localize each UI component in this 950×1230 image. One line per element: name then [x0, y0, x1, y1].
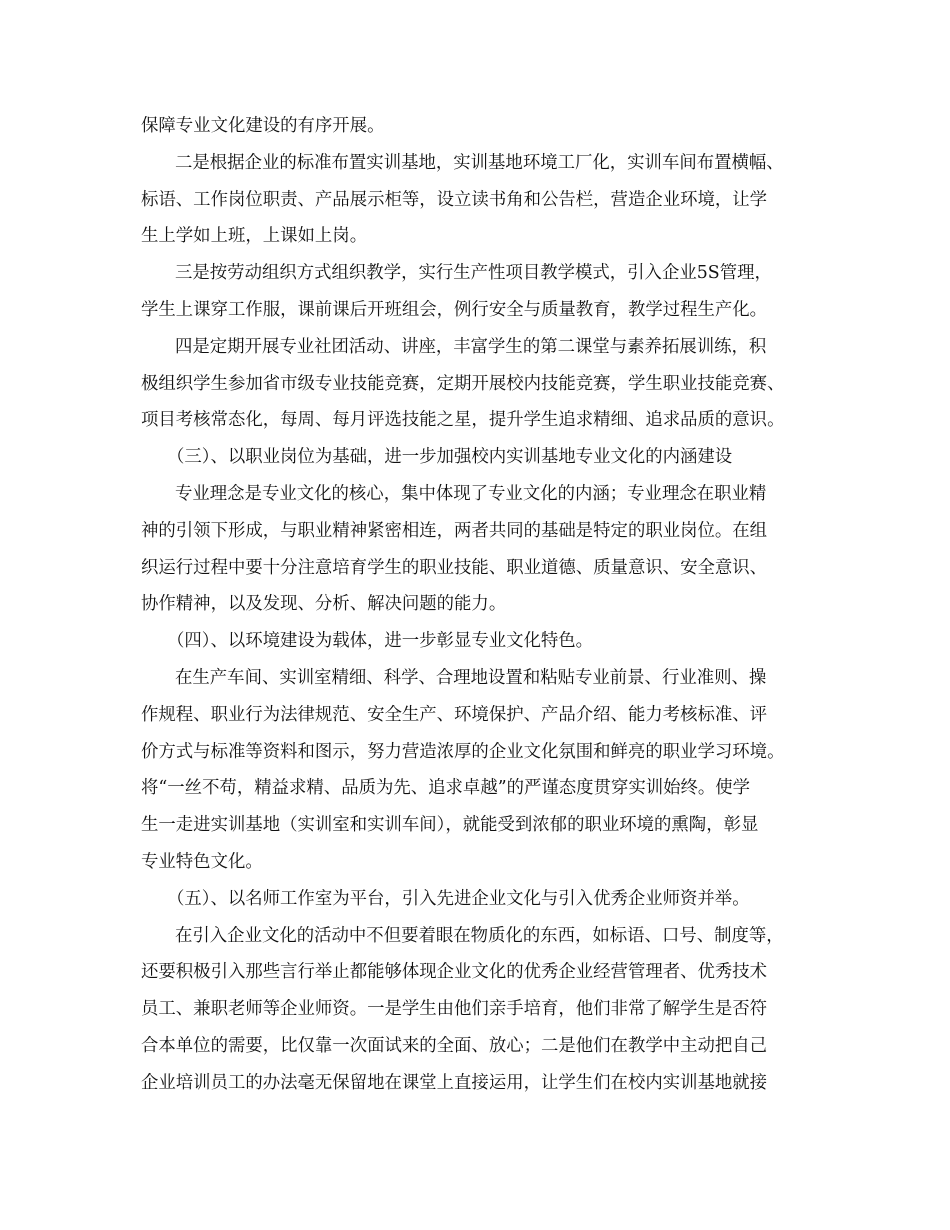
- paragraph-line: 价方式与标准等资料和图示，努力营造浓厚的企业文化氛围和鲜亮的职业学习环境。: [141, 741, 785, 762]
- paragraph-line: 专业理念是专业文化的核心，集中体现了专业文化的内涵；专业理念在职业精: [175, 483, 767, 504]
- paragraph-line: 专业特色文化。: [141, 851, 263, 872]
- paragraph-line: 保障专业文化建设的有序开展。: [141, 116, 385, 136]
- paragraph-line: 极组织学生参加省市级专业技能竞赛，定期开展校内技能竞赛，学生职业技能竞赛、: [141, 373, 785, 394]
- section-heading: （三）、以职业岗位为基础，进一步加强校内实训基地专业文化的内涵建设: [167, 447, 733, 468]
- paragraph-line: 协作精神，以及发现、分析、解决问题的能力。: [141, 594, 507, 615]
- paragraph-line: 还要积极引入那些言行举止都能够体现企业文化的优秀企业经营管理者、优秀技术: [141, 962, 768, 983]
- paragraph-line: 合本单位的需要，比仅靠一次面试来的全面、放心；二是他们在教学中主动把自己: [141, 1035, 768, 1056]
- paragraph-line: 学生上课穿工作服，课前课后开班组会，例行安全与质量教育，教学过程生产化。: [141, 299, 768, 320]
- paragraph-line: 神的引领下形成，与职业精神紧密相连，两者共同的基础是特定的职业岗位。在组: [141, 520, 768, 541]
- document-body: [141, 108, 817, 1102]
- paragraph-line: 生一走进实训基地（实训室和实训车间），就能受到浓郁的职业环境的熏陶，彰显: [141, 815, 759, 836]
- paragraph-line: 在引入企业文化的活动中不但要着眼在物质化的东西，如标语、口号、制度等，: [175, 925, 784, 946]
- paragraph-line: 员工、兼职老师等企业师资。一是学生由他们亲手培育，他们非常了解学生是否符: [141, 999, 768, 1020]
- paragraph-line: 在生产车间、实训室精细、科学、合理地设置和粘贴专业前景、行业准则、操: [175, 667, 767, 688]
- paragraph-line: 三是按劳动组织方式组织教学，实行生产性项目教学模式，引入企业5S管理，: [175, 263, 772, 284]
- paragraph-line: 企业培训员工的办法毫无保留地在课堂上直接运用，让学生们在校内实训基地就接: [141, 1072, 768, 1093]
- paragraph-line: 作规程、职业行为法律规范、安全生产、环境保护、产品介绍、能力考核标准、评: [141, 704, 768, 725]
- paragraph-line: 二是根据企业的标准布置实训基地，实训基地环境工厂化，实训车间布置横幅、: [175, 152, 784, 173]
- paragraph-line: 标语、工作岗位职责、产品展示柜等，设立读书角和公告栏，营造企业环境，让学: [141, 189, 768, 210]
- paragraph-line: 织运行过程中要十分注意培育学生的职业技能、职业道德、质量意识、安全意识、: [141, 557, 768, 578]
- section-heading: （五）、以名师工作室为平台，引入先进企业文化与引入优秀企业师资并举。: [167, 888, 750, 909]
- paragraph-line: 四是定期开展专业社团活动、讲座，丰富学生的第二课堂与素养拓展训练，积: [175, 336, 767, 357]
- paragraph-line: 项目考核常态化，每周、每月评选技能之星，提升学生追求精细、追求品质的意识。: [141, 410, 785, 431]
- section-heading: （四）、以环境建设为载体，进一步彰显专业文化特色。: [167, 631, 594, 652]
- paragraph-line: 生上学如上班，上课如上岗。: [141, 226, 368, 247]
- paragraph-line: 将“一丝不苟，精益求精、品质为先、追求卓越”的严谨态度贯穿实训始终。使学: [141, 778, 751, 799]
